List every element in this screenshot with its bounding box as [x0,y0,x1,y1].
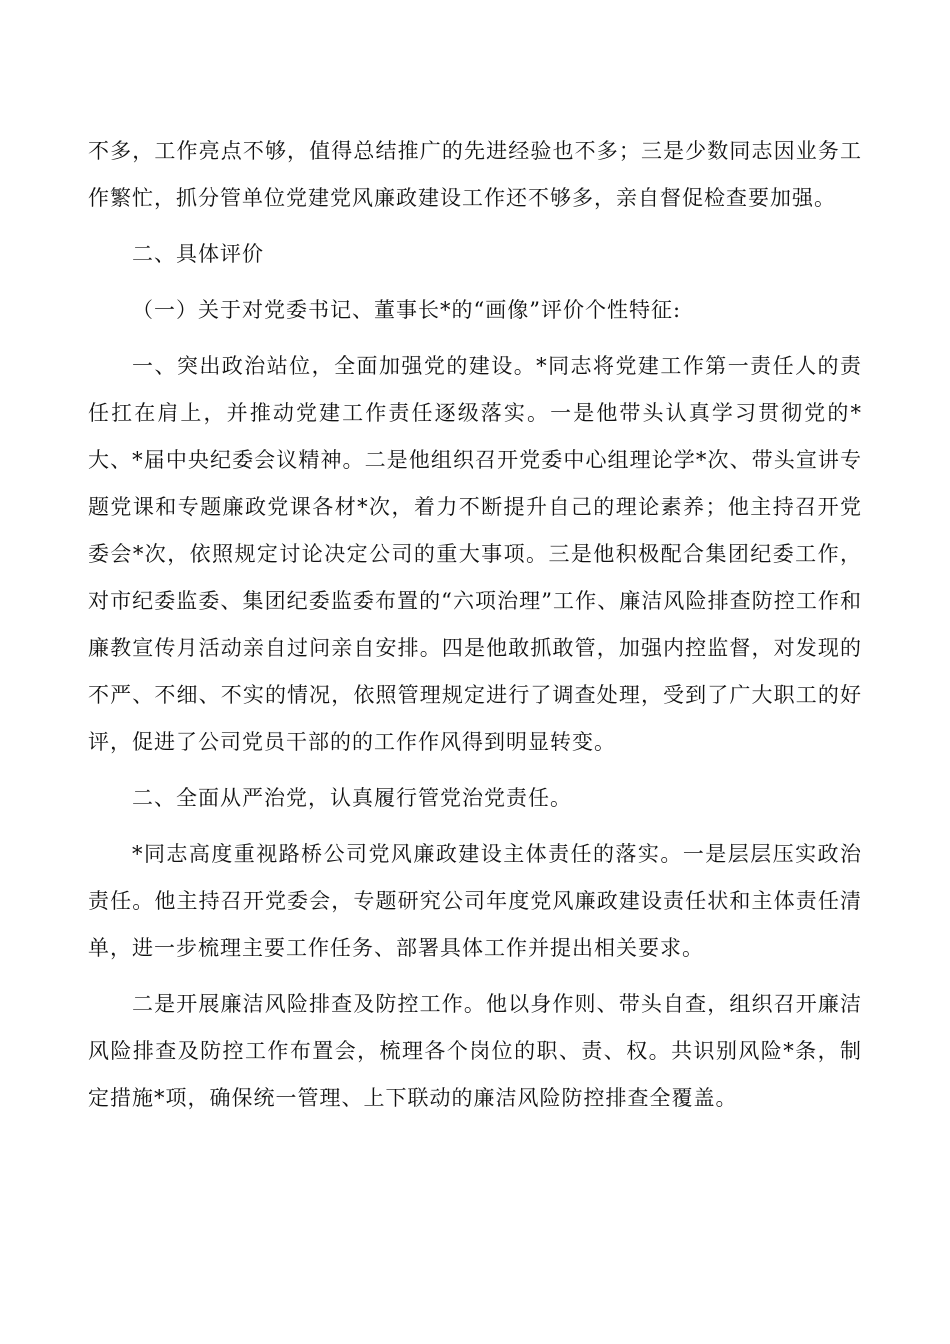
section-heading-specific-evaluation: 二、具体评价 [132,242,264,266]
section-heading-strict-governance: 二、全面从严治党，认真履行管党治党责任。 [132,786,572,810]
subsection-heading-portrait: （一）关于对党委书记、董事长*的“画像”评价个性特征: [132,298,682,322]
paragraph-continuation: 不多，工作亮点不够，值得总结推广的先进经验也不多；三是少数同志因业务工作繁忙，抓分管单位党建党风廉政建设工作还不够多，亲自督促检查要加强。 [88,139,862,210]
paragraph-political-stance: 一、突出政治站位，全面加强党的建设。*同志将党建工作第一责任人的责任扛在肩上，并推动党建工作责任逐级落实。一是他带头认真学习贯彻党的*大、*届中央纪委会议精神。二是他组织召开党委中心组理论学*次、带头宣讲专题党课和专题廉政党课各材*次，着力不断提升自己的理论素养；他主持召开党委会*次，依照规定讨论决定公司的重大事项。三是他积极配合集团纪委工作，对市纪委监委、集团纪委监委布置的“六项治理”工作、廉洁风险排查防控工作和廉教宣传月活动亲自过问亲自安排。四是他敢抓敢管，加强内控监督，对发现的不严、不细、不实的情况，依照管理规定进行了调查处理，受到了广大职工的好评，促进了公司党员干部的的工作作风得到明显转变。 [88,354,862,754]
paragraph-main-responsibility: *同志高度重视路桥公司党风廉政建设主体责任的落实。一是层层压实政治责任。他主持召开党委会，专题研究公司年度党风廉政建设责任状和主体责任清单，进一步梳理主要工作任务、部署具体工作并提出相关要求。 [88,842,862,960]
paragraph-risk-control: 二是开展廉洁风险排查及防控工作。他以身作则、带头自查，组织召开廉洁风险排查及防控工作布置会，梳理各个岗位的职、责、权。共识别风险*条，制定措施*项，确保统一管理、上下联动的廉洁风险防控排查全覆盖。 [88,992,862,1110]
document-body [88,128,862,1122]
